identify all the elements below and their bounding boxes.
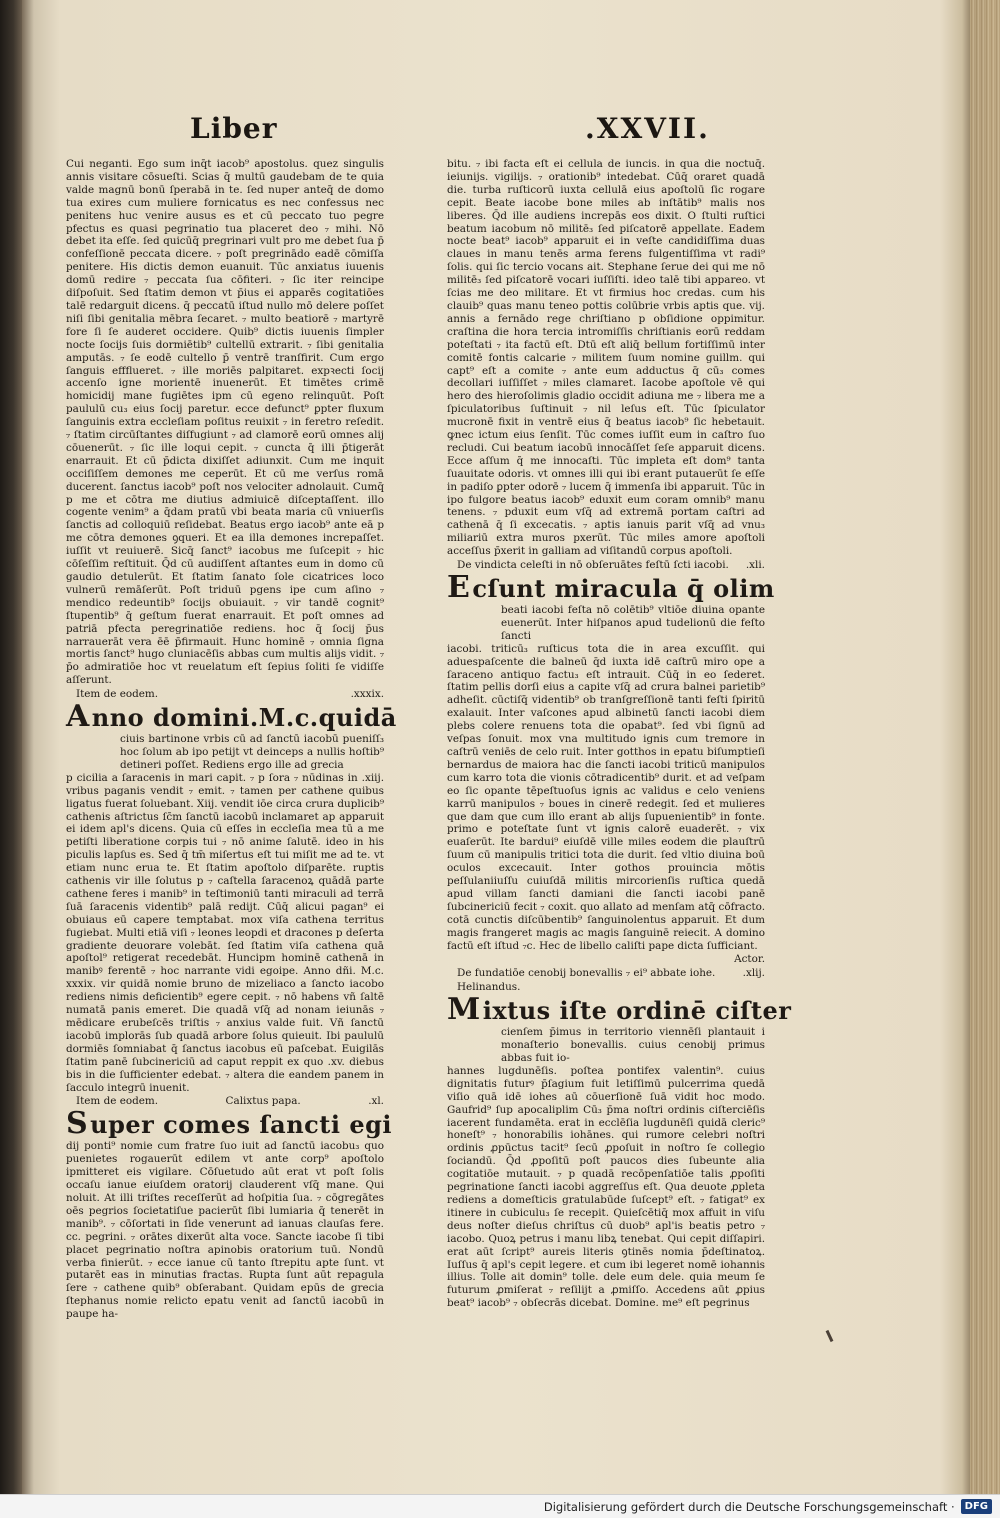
right-rubric-1-number: .xli.: [745, 559, 765, 572]
right-text-block-2-indent: beati iacobi feſta nō colētib⁹ vltiōe diuina opante euenerūt. Inter hiſpanos apud tudelionū die feſto ſancti: [501, 604, 765, 642]
page-edges: [970, 0, 1000, 1494]
right-rubric-2-actor-label: Actor.: [734, 953, 765, 966]
left-incipit-2-text: uper comes ſancti egi: [90, 1110, 392, 1140]
right-incipit-2-text: ixtus iſte ordinē ciſter: [482, 996, 792, 1026]
left-incipit-1-initial: A: [66, 699, 90, 735]
folio-number: .XXVII.: [585, 112, 710, 145]
right-incipit-1-text: cſunt miracula q̄ olim: [472, 574, 775, 603]
right-rubric-2: [447, 967, 765, 980]
left-rubric-2: [66, 1095, 384, 1108]
left-rubric-1: [66, 688, 384, 701]
left-rubric-2-author: Calixtus papa.: [225, 1095, 301, 1108]
right-incipit-1-initial: E: [447, 570, 471, 605]
right-text-block-1: bitu. ₇ ibi facta eſt ei cellula de iuncis. in qua die noctuq̄. ieiunijs. vigilijs. ₇ orationib⁹ intedebat. Cūq̄ oraret quadā die. turba ruſticorū iuxta cellulā eius apoſtolū ſic rogare cepit. Beate iacobe bone miles ab inſtātib⁹ malis nos liberes. Q̄d ille audiens increpās eos dixit. O ſtulti ruſtici beatum iacobum nō militē₃ ſed piſcatorē appellate. Eadem nocte beat⁹ iacob⁹ apparuit ei in veſte candidiſſima duas claues in manu tenēs arma ferens fulgentiſſima vt radi⁹ ſolis. qui ſic tercio vocans ait. Stephane ſerue dei qui me nō militē₃ ſed piſcatorē vocari iuſſiſti. ideo talē tibi appareo. vt ſcias me deo militare. Et vt firmius hoc credas. cum his clauib⁹ quas manu teneo pottis colūbrie vrbis aptis que. vij. annis a fernādo rege chriſtiano p obſidione oppimitur. craſtina die hora tercia intromiſſis chriſtianis eorū reddam poteſtati ₇ ita factū eſt. Dtū eſt aliq̄ bellum fortiſſimū inter comitē fontis calcarie ₇ militem ſuum nomine guillm. qui capt⁹ eſt a comite ₇ ante eum adductus q̄ cū₃ comes decollari iuſſiſſet ₇ miles clamaret. Iacobe apoſtole vē qui hero des hieroſolimis gladio occidit adiuna me ₇ libera me a ſpiculatoribus ſuſtinuit ₇ nil leſus eſt. Tūc ſpiculator mucronē fixit in ventrē eius q̄ beatus iacob⁹ ſic hebetauit. ꝙnec ictum eius ſenſit. Tūc comes iuſſit eum in caſtro ſuo recludi. Cui beatum iacobū innocāſſet ſeſe apparuit dicens. Ecce aſſum q̄ me innocaſti. Tūc impleta eſt dom⁹ tanta ſuauitate odoris. vt omnes illi qui ibi erant putauerūt ſe eſſe in padiſo ꝑpter odorē ₇ lucem q̄ immenſa ibi apparuit. Tūc in ipo fulgore beatus iacob⁹ eduxit eum coram omnib⁹ manu tenens. ₇ pduxit eum vſq̄ ad extremā portam caſtri ad cathenā q̄ ſi excecatis. ₇ aptis ianuis parit vſq̄ ad vnu₃ miliariū extra muros pxerūt. Tūc miles amore apoſtoli acceſſus p̄xerit in galliam ad viſitandū corpus apoſtoli.: [447, 158, 765, 558]
funding-note: Digitalisierung gefördert durch die Deutsche Forschungsgemeinschaft ·: [543, 1499, 955, 1514]
left-incipit-2-initial: S: [66, 1106, 89, 1142]
left-text-block-3: dij ponti⁹ nomie cum fratre ſuo iuit ad ſanctū iacobu₃ quo puenietes rogauerūt edilem vt ante corp⁹ apoſtolo ipmitteret eis vigilare. Cōſuetudo aūt erat vt poſt ſolis occaſu ianue eiuſdem oratorij clauderent vſq̄ mane. Qui noluit. At illi triſtes receſſerūt ad hoſpitia ſua. ₇ cōgregātes oēs pegrios ſocietatiſue pacierūt ſibi lumiaria q̄ tenerēt in manib⁹. ₇ cōſortati in ſide venerunt ad ianuas clauſas fere. cc. pegrini. ₇ orātes dixerūt alta voce. Sancte iacobe ſi tibi placet pegrinatio noſtra apinobis oratorium tuū. Nondū verba finierūt. ₇ ecce ianue cū tanto ſtrepitu apte ſunt. vt putarēt eas in minutias fractas. Rupta ſunt aūt repagula ſere ₇ cathene quib⁹ obſerabant. Quidam epūs de grecia ſtephanus nomie relicto epatu venit ad ſanctū iacobū in paupe ha-: [66, 1140, 384, 1321]
dfg-logo: DFG: [961, 1499, 992, 1514]
right-rubric-2-author: Helinandus.: [457, 981, 521, 994]
left-incipit-2: [66, 1106, 392, 1142]
right-incipit-1: [447, 570, 775, 605]
right-incipit-2-initial: M: [447, 992, 481, 1028]
right-text-block-3-indent: cienſem p̄imus in territorio viennēſi plantauit i monaſterio bonevallis. cuius cenobij primus abbas fuit io-: [501, 1026, 765, 1064]
book-spine: [0, 0, 22, 1494]
ink-tick-mark: [826, 1330, 834, 1342]
left-column: [66, 158, 397, 1321]
left-rubric-1-title: Item de eodem.: [76, 688, 159, 701]
right-text-block-3: hannes lugdunēſis. poſtea pontifex valentin⁹. cuius dignitatis futurꝰ p̄ſagium fuit letiſſimū pulcerrima quedā viſio quā idē iohes aū cōuerſionē ſuā vidit hoc modo. Gaufrid⁹ ſup apocaliplim Cū₃ p̄ma noſtri ordinis ciſterciēſis iacerent fundamēta. erat in ecclēſia lugdunēſi quidā cleric⁹ honeſt⁹ ₇ honorabilis iohānes. qui rumore celebri noſtri ordinis ꝓpūctus tacit⁹ ſecū ꝓpoſuit in noſtro ſe collegio ſociandū. Q̄d ꝓpoſitū poſt paucos dies ſubeunte alia cogitatiōe mutauit. ₇ p quadā recōpenſatiōe talis ꝓpoſiti pegrinatione ſancti iacobi aggreſſus eſt. Qua deuote ꝓpleta rediens a domeſticis gratulabūde ſuſcept⁹ eſt. ₇ fatigat⁹ ex itinere in cubiculu₃ ſe recepit. Quieſcētiq̄ mox affuit in viſu deus noſter dieſus chriſtus cū duob⁹ apl'is beatis petro ₇ iacobo. Quoꝝ petrus i manu libꝝ tenebat. Qui cepit diſſapiri. erat aūt ſcript⁹ aureis literis ꝯtinēs nomia p̄deſtinatoꝝ. Iuſſus q̄ apl's cepit legere. et cum ibi legeret nomē iohannis illius. Tolle ait domin⁹ tolle. dele eum dele. quia meum ſe futurum ꝓmiſerat ₇ reſilijt a ꝓmiſſo. Accedens aūt ꝓpius beat⁹ iacob⁹ ₇ obſecrās dicebat. Domine. me⁹ eſt pegrinus: [447, 1064, 765, 1310]
left-text-block-1: Cui neganti. Ego sum inq̄t iacob⁹ apostolus. quez singulis annis visitare cōsueſti. Scias q̄ multū gaudebam de te quia valde magnū bonū ſperabā in te. ſed nuper anteq̄ de domo tua exires cum muliere fornicatus es nec confessus nec penitens huc venire ausus es et cū peccato tuo pegre pfectus es quasi pegrinatio tua placeret deo ₇ mihi. Nō debet ita eſſe. ſed quicūq̄ pregrinari vult pro me debet ſua p̄ confeſſionē peccata dicere. ₇ poſt pregrinādo eadē cōmiſſa penitere. His dictis demon euanuit. Tūc anxiatus iuuenis domū redire ₇ peccata ſua cōfiteri. ₇ ſic iter reincipe diſpoſuit. Sed ſtatim demon vt p̄ius ei apparēs cogitatiōes talē redarguit dicens. q̄ peccatū iſtud nullo mō delere poſſet niſi ſibi genitalia mēbra ſecaret. ₇ multo beatiorē ₇ martyrē fore ſi ſe auderet occidere. Quib⁹ dictis iuuenis ſimpler nocte ſocijs ſuis dormiētib⁹ cultellū extrarit. ₇ ſibi genitalia amputās. ₇ ſe eodē cultello p̄ ventrē tranſfirit. Cum ergo ſanguis effflueret. ₇ ille moriēs palpitaret. expꝛecti ſocij accenſo igne morientē inuenerūt. Et timētes crimē homicidij mane fugiētes ipm cū egeno relinquūt. Poſt paululū cu₃ eius ſocij paretur. ecce defunct⁹ ꝑpter fluxum ſanguinis extra eccleſiam poſitus reuixit ₇ in feretro reſedit. ₇ ſtatim circūſtantes diſfugiunt ₇ ad clamorē eorū omnes alij cōuenerūt. ₇ ſic ille loqui cepit. ₇ cuncta q̄ illi p̄tigerāt enarrauit. Et cū p̄dicta dixiſſet adiunxit. Cum me inquit occiſiſſem demones me ceperūt. Et cū me verſus romā ducerent. ſanctus iacob⁹ poſt nos velociter adnolauit. Cumq̄ p me et cōtra me diutius admiuicē diſceptaſſent. illo cogente venim⁹ a q̄dam pratū vbi beata maria cū vniuerſis ſanctis ad colloquiū reſidebat. Beatus ergo iacob⁹ ante eā p me cōtra demones ꝯqueri. Et ea illa demones increpaſſet. iuſſit vt reuiuerē. Sicq̄ ſanct⁹ iacobus me ſuſcepit ₇ hic cōſeſſim reſtituit. Q̄d cū audiſſent aſtantes eum in domo cū gaudio detulerūt. Et ſtatim ſanato ſole cicatrices loco vulnerū remāſerūt. Poſt triduū pgens ipe cum aſino ₇ mendico redeuntib⁹ ſocijs obuiauit. ₇ vir tandē cognit⁹ ſtupentib⁹ q̄ geſtum fuerat enarrauit. Et poſt omnes ad patriā pfecta peregrinatiōe rediens. hoc q̄ ſocij p̄us narrauerāt vera ēē p̄firmauit. Hunc hominē ₇ omnia ſigna mortis ſanct⁹ hugo cluniacēſis abbas cum multis alijs vidit. ₇ p̄o admiratiōe hoc vt reuelatum eſt ſepius ſoliti ſe vidiſſe aſſerunt.: [66, 158, 384, 687]
left-incipit-1: [66, 699, 397, 735]
left-rubric-2-title: Item de eodem.: [76, 1095, 159, 1108]
left-rubric-1-number: .xxxix.: [350, 688, 384, 701]
right-text-block-2: iacobi. triticū₃ ruſticus tota die in area excuſſit. qui aduespaſcente die balneū q̄d iuxta idē caſtrū miro ope a ſaraceno antiquo factu₃ eſt intrauit. Cūq̄ in eo ſederet. ſtatim pellis dorſi eius a capite vſq̄ ad crura balnei parietib⁹ adheſit. cūctiſq̄ videntib⁹ ob tranſgreſſionē tanti feſti ſpiritū exalauit. Inter vaſcones apud albinetū ſancti iacobi diem plebs colere renuens tota die opabat⁹. ſed vbi ſignū ad veſpas ſonuit. mox vna multitudo ignis cum tremore in caſtrū veniēs de celo ruit. Inter gotthos in epatu biſumptieſi bernardus de maiora hac die ſancti iacobi triticū manipulos cum karro tota die vionis cōtradicentib⁹ durit. et ad veſpam eo ſic opante tēpeſtuoſus ignis ac validus e celo veniens karrū manipulos ₇ boues in cinerē redegit. ſed et mulieres que dam que cum illo erant ab alijs ſupuenientib⁹ in fonte. primo e poteſtate ſunt vt ignis calorē euaderēt. ₇ vix euaſerūt. Ite bardui⁹ eiuſdē ville miles eodem die plauſtrū ſuum cū manipulis tritici tota die durit. ſed vltio diuina boū oculos excecauit. Inter gothos prouincia mōtis peſſulaniiuſſu cuiuſdā militis mircorienſis ruſtica quedā apud villam ſancti damiani die ſancti iacobi panē ſubcinericiū fecit ₇ coxit. quo allato ad menſam atq̄ cōfracto. cotā cunctis diſcūbentib⁹ ſanguinolentus apparuit. Et dum magis frangeret magis ac magis ſanguinē reiecit. A domino factū eſt iſtud ₇c. Hec de libello caliſti pape dicta ſufficiant.: [447, 642, 765, 952]
right-rubric-2-title: De fundatiōe cenobij bonevallis ₇ ei⁹ abbate iohe.: [457, 967, 716, 980]
right-incipit-2: [447, 992, 792, 1028]
left-incipit-1-text: nno domini.M.c.quidā: [91, 703, 397, 733]
left-text-block-2: p cicilia a ſaracenis in mari capit. ₇ p ſora ₇ nūdinas in .xiij. vribus paganis vendit ₇ emit. ₇ tamen per cathene quibus ligatus fuerat ſoluebant. Xiij. vendit iōe circa crura duplicib⁹ cathenis aſtrictus ſc̄m ſanctū iacobū inclamaret ap apparuit ei idem apl's dicens. Quia cū eſſes in eccleſia mea tū a me petiſti liberatione corpis tui ₇ nō anime ſalutē. ideo in his piculis lapſus es. Sed q̄ tm̄ miſertus eſt tui miſit me ad te. vt etiam nunc erua te. Et ſtatim apoſtolo diſparēte. ruptis cathenis vir ille ſolutus p ₇ caſtella ſaracenoꝝ quādā parte cathene feres i manib⁹ in teſtimoniū tanti miraculi ad terrā ſuā ſaracenis videntib⁹ palā redijt. Cūq̄ alicui pagan⁹ ei obuiaus eū capere temptabat. mox viſa cathena territus fugiebat. Multi etiā viſi ₇ leones leopdi et dracones p deſerta gradiente deuorare volebāt. ſed ſtatim viſa cathena quā apoſtol⁹ retigerat recedebāt. Huncipm hominē cathenā in manibꝰ ferentē ₇ hoc narrante vidi egoipe. Anno dñi. M.c. xxxix. vir quidā nomie bruno de mizeliaco a ſancto iacobo rediens nimis deficientib⁹ egere cepit. ₇ nō habens vñ ſaltē numatā panis emeret. Die quadā vſq̄ ad nonam ieiunās ₇ mēdicare erubeſcēs triſtis ₇ anxius valde fuit. Vñ ſanctū iacobū implorās ſub quadā arbore ſolus quieuit. Ibi paululū dormiēs ſomniabat q̄ ſanctus iacobus eū paſcebat. Euigilās ſtatim panē ſubcinericiū ad caput reppit ex quo .xv. diebus bis in die ſufficienter edebat. ₇ altera die eandem panem in ſacculo integrū inuenit.: [66, 771, 384, 1094]
left-rubric-2-number: .xl.: [368, 1095, 384, 1108]
running-head: Liber: [190, 112, 278, 145]
right-column: [447, 158, 792, 1310]
left-text-block-2-indent: ciuis bartinone vrbis cū ad ſanctū iacobū pueniſſ₃ hoc ſolum ab ipo petijt vt deinceps a nullis hoſtib⁹ detineri poſſet. Rediens ergo ille ad grecia: [120, 733, 384, 771]
right-rubric-1: [447, 559, 765, 572]
funding-footer: [0, 1494, 1000, 1518]
right-rubric-2-actor: [447, 953, 765, 966]
right-rubric-1-title: De vindicta celeſti in nō obſeruātes feſtū ſcti iacobi.: [457, 559, 729, 572]
right-rubric-2-author-row: [447, 981, 765, 994]
right-rubric-2-number: .xlij.: [742, 967, 765, 980]
